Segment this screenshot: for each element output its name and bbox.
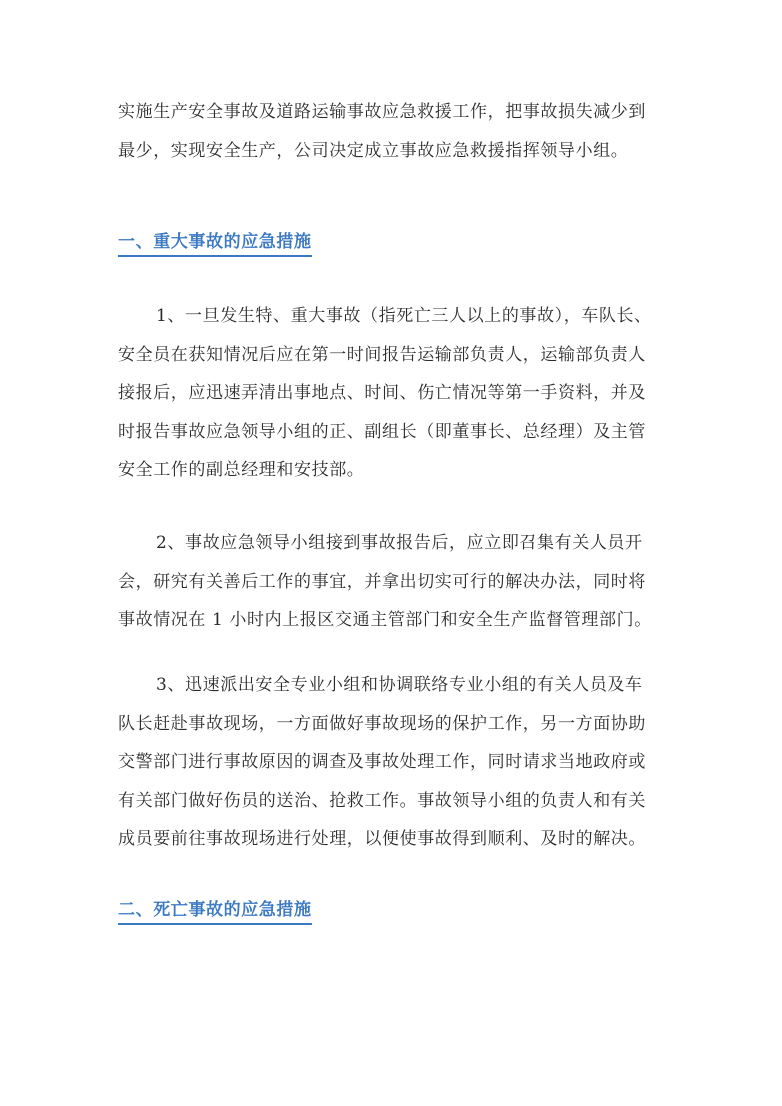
paragraph-line: 实施生产安全事故及道路运输事故应急救援工作，把事故损失减少到 — [118, 102, 646, 122]
item-2-paragraph — [118, 524, 666, 640]
paragraph-line: 成员要前往事故现场进行处理，以便使事故得到顺利、及时的解决。 — [118, 829, 646, 850]
paragraph-line: 3、迅速派出安全专业小组和协调联络专业小组的有关人员及车 — [156, 675, 643, 695]
paragraph-line: 交警部门进行事故原因的调查及事故处理工作，同时请求当地政府或 — [118, 752, 646, 773]
section-heading-1-text: 一、重大事故的应急措施 — [118, 230, 312, 257]
paragraph-line: 事故情况在 1 小时内上报区交通主管部门和安全生产监督管理部门。 — [118, 610, 652, 631]
paragraph-line: 会，研究有关善后工作的事宜，并拿出切实可行的解决办法，同时将 — [118, 571, 646, 592]
section-heading-2 — [118, 898, 312, 925]
paragraph-line: 安全员在获知情况后应在第一时间报告运输部负责人，运输部负责人 — [118, 344, 646, 365]
paragraph-line: 接报后，应迅速弄清出事地点、时间、伤亡情况等第一手资料，并及 — [118, 383, 646, 404]
paragraph-line: 最少，实现安全生产，公司决定成立事故应急救援指挥领导小组。 — [118, 140, 629, 161]
section-heading-2-text: 二、死亡事故的应急措施 — [118, 898, 312, 925]
intro-paragraph — [118, 93, 666, 170]
paragraph-line: 队长赶赴事故现场，一方面做好事故现场的保护工作，另一方面协助 — [118, 713, 646, 734]
paragraph-line: 1、一旦发生特、重大事故（指死亡三人以上的事故），车队长、 — [156, 306, 652, 326]
paragraph-line: 时报告事故应急领导小组的正、副组长（即董事长、总经理）及主管 — [118, 421, 646, 442]
item-1-paragraph — [118, 297, 666, 490]
paragraph-line: 2、事故应急领导小组接到事故报告后，应立即召集有关人员开 — [156, 533, 643, 553]
section-heading-1 — [118, 230, 312, 257]
item-3-paragraph — [118, 666, 666, 859]
paragraph-line: 有关部门做好伤员的送治、抢救工作。事故领导小组的负责人和有关 — [118, 790, 646, 811]
paragraph-line: 安全工作的副总经理和安技部。 — [118, 460, 365, 481]
